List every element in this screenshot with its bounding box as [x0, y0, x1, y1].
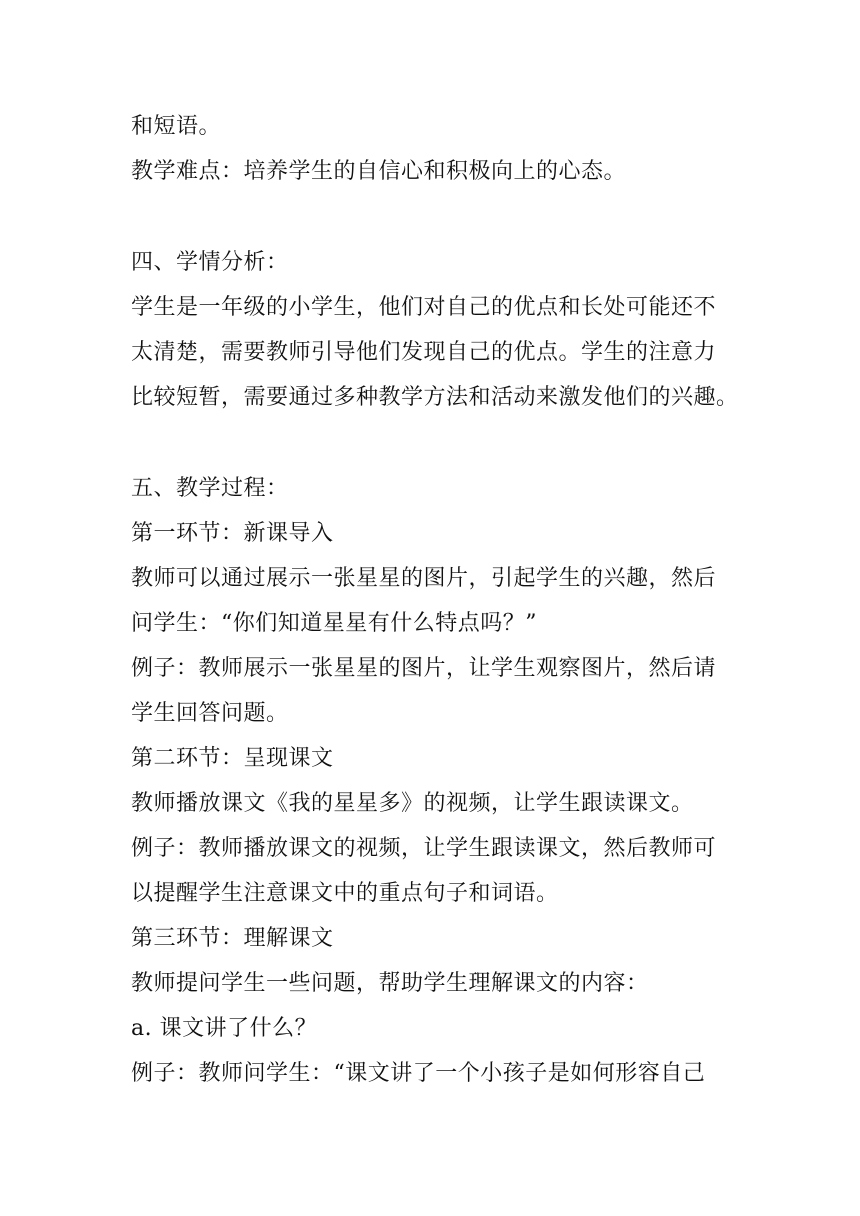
- text-line: 和短语。: [131, 114, 222, 139]
- list-item-a: a. 课文讲了什么？: [131, 1016, 318, 1041]
- text-line: 教师提问学生一些问题，帮助学生理解课文的内容：: [131, 971, 649, 996]
- text-line: 问学生：“你们知道星星有什么特点吗？”: [131, 611, 537, 636]
- text-line: 太清楚，需要教师引导他们发现自己的优点。学生的注意力: [131, 340, 717, 365]
- text-line: 例子：教师问学生：“课文讲了一个小孩子是如何形容自己: [131, 1061, 706, 1086]
- subheading-step-3: 第三环节：理解课文: [131, 926, 334, 951]
- text-line: 例子：教师播放课文的视频，让学生跟读课文，然后教师可: [131, 836, 717, 861]
- text-line: 教师播放课文《我的星星多》的视频，让学生跟读课文。: [131, 791, 694, 816]
- text-line: 例子：教师展示一张星星的图片，让学生观察图片，然后请: [131, 656, 717, 681]
- text-line: 学生是一年级的小学生，他们对自己的优点和长处可能还不: [131, 295, 717, 320]
- teaching-difficulty-line: 教学难点：培养学生的自信心和积极向上的心态。: [131, 159, 627, 184]
- text-line: 比较短暂，需要通过多种教学方法和活动来激发他们的兴趣。: [131, 385, 739, 410]
- subheading-step-2: 第二环节：呈现课文: [131, 746, 334, 771]
- text-line: 教师可以通过展示一张星星的图片，引起学生的兴趣，然后: [131, 566, 717, 591]
- text-line: 以提醒学生注意课文中的重点句子和词语。: [131, 881, 559, 906]
- section-heading-student-analysis: 四、学情分析：: [131, 250, 289, 275]
- section-heading-teaching-process: 五、教学过程：: [131, 476, 289, 501]
- subheading-step-1: 第一环节：新课导入: [131, 521, 334, 546]
- text-line: 学生回答问题。: [131, 701, 289, 726]
